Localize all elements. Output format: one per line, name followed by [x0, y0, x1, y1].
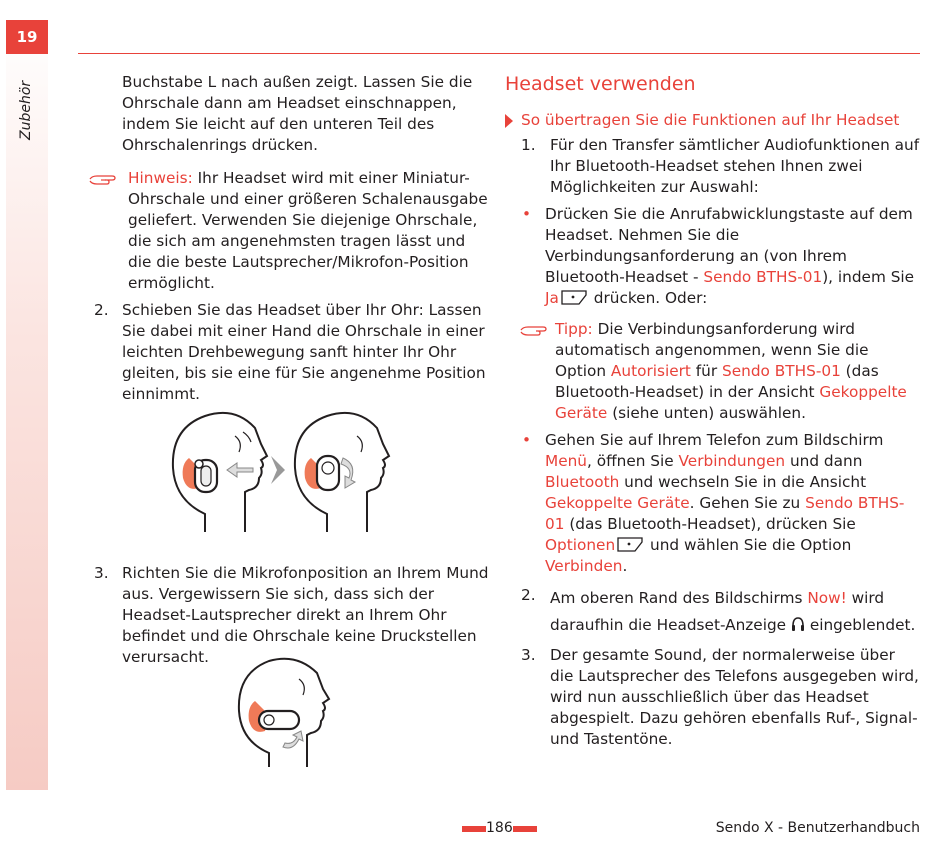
footer-bar-right — [513, 826, 537, 832]
step-3 — [88, 563, 493, 668]
footer-title: Sendo X - Benutzerhandbuch — [715, 820, 920, 836]
step-2-text: Schieben Sie das Headset über Ihr Ohr: Lassen Sie dabei mit einer Hand die Ohrschale in einer leichten Drehbewegung sanft hinter Ihr Ohr gleiten, bis sie eine für Sie angenehme Position einnimmt. — [122, 301, 486, 403]
bullet-dot: • — [522, 431, 532, 449]
left-column — [88, 72, 493, 668]
b1-device: Sendo BTHS-01 — [703, 268, 823, 286]
b1-t1: Drücken Sie die Anrufabwicklungstaste auf dem Headset. Nehmen Sie die Verbindungsanforderung an (von Ihrem Bluetooth-Headset - — [545, 205, 913, 286]
top-rule — [78, 53, 920, 54]
adjust-arrow — [283, 731, 303, 748]
headset-icon — [791, 616, 805, 632]
b1-t3: drücken. Oder: — [588, 289, 708, 307]
b2-t7: und wählen Sie die Option — [645, 536, 852, 554]
arrow-marker-icon — [505, 114, 513, 128]
right-step-3-text: Der gesamte Sound, der normalerweise über die Lautsprecher des Telefons ausgegeben wird, wird nun ausschließlich über das Headset abgespielt. Dazu gehören ebenfalls Ruf-, Signal- und Tastentöne. — [550, 646, 919, 748]
s2-t2: wird daraufhin die Headset-Anzeige — [550, 589, 885, 634]
b2-t2: , öffnen Sie — [587, 452, 679, 470]
step-2-number: 2. — [94, 301, 109, 319]
section-label: Zubehör — [18, 80, 34, 140]
b1-t2: ), indem Sie — [822, 268, 915, 286]
right-column — [505, 72, 920, 750]
note-label: Hinweis: — [128, 169, 193, 187]
tip-block — [505, 319, 920, 424]
b2-menu: Menü — [545, 452, 587, 470]
footer-page-text: 186 — [486, 820, 513, 836]
b2-t5: . Gehen Sie zu — [689, 494, 806, 512]
b2-optionen: Optionen — [545, 536, 616, 554]
subheading — [505, 110, 920, 131]
bullet-1-text — [545, 204, 920, 309]
arrow-right-icon — [271, 456, 285, 484]
step-3-number: 3. — [94, 564, 109, 582]
b1-ja: Ja — [545, 289, 559, 307]
b2-bluetooth: Bluetooth — [545, 473, 620, 491]
hand-pointer-icon — [88, 170, 118, 186]
step-2 — [88, 300, 493, 405]
bullet-2 — [505, 430, 920, 577]
tip-t4: (siehe unten) auswählen. — [607, 404, 806, 422]
right-step-2 — [505, 585, 920, 639]
right-step-1-number: 1. — [521, 136, 536, 154]
headset-right — [317, 456, 339, 490]
step-3-text: Richten Sie die Mikrofonposition an Ihrem Mund aus. Vergewissern Sie sich, dass sich der Headset-Lautsprecher direkt an Ihrem Ohr befindet und die Ohrschale keine Druckstellen verursacht. — [122, 564, 489, 666]
tip-autorisiert: Autorisiert — [610, 362, 691, 380]
slide-arrow — [227, 463, 253, 477]
b2-t6: (das Bluetooth-Headset), drücken Sie — [564, 515, 856, 533]
tip-t2: für — [690, 362, 723, 380]
illustration-mic-position — [235, 655, 345, 770]
right-step-3-number: 3. — [521, 646, 536, 664]
b2-t8: . — [622, 557, 628, 575]
right-step-1 — [505, 135, 920, 198]
right-step-1-text: Für den Transfer sämtlicher Audiofunktionen auf Ihr Bluetooth-Headset stehen Ihnen zwei Möglichkeiten zur Auswahl: — [550, 136, 920, 196]
softkey-icon — [617, 537, 643, 552]
tip-t3: (das Bluetooth-Headset) in der Ansicht — [555, 362, 879, 401]
illustration-headset-fitting — [165, 408, 405, 538]
right-step-3 — [505, 645, 920, 750]
note-block — [88, 168, 493, 294]
hand-pointer-icon — [519, 321, 549, 337]
s2-t3: eingeblendet. — [804, 616, 916, 634]
footer-page-number — [462, 818, 537, 836]
note-paragraph — [128, 168, 493, 294]
subheading-text: So übertragen Sie die Funktionen auf Ihr Headset — [521, 111, 900, 129]
b2-t3: und dann — [785, 452, 863, 470]
softkey-icon — [561, 290, 587, 305]
step1-continuation: Buchstabe L nach außen zeigt. Lassen Sie die Ohrschale dann am Headset einschnappen, indem Sie leicht auf den unteren Teil des Ohrschalenrings drücken. — [122, 73, 473, 154]
headset-left — [195, 460, 217, 492]
headset — [259, 711, 299, 729]
rotate-arrow — [341, 458, 355, 488]
note-text: Ihr Headset wird mit einer Miniatur-Ohrschale und einer größeren Schalenausgabe geliefert. Verwenden Sie diejenige Ohrschale, die sich am angenehmsten tragen lässt und die die beste Lautsprecher/Mikrofon-Position ermöglicht. — [128, 169, 488, 292]
footer-bar-left — [462, 826, 486, 832]
tip-label: Tipp: — [555, 320, 593, 338]
tip-paragraph — [555, 319, 920, 424]
right-step-2-text — [550, 585, 920, 639]
b2-t1: Gehen Sie auf Ihrem Telefon zum Bildschirm — [545, 431, 884, 449]
b2-verbinden: Verbinden — [545, 557, 623, 575]
b2-t4: und wechseln Sie in die Ansicht — [619, 473, 867, 491]
b2-device: Sendo BTHS-01 — [545, 494, 905, 533]
tip-t1: Die Verbindungsanforderung wird automatisch angenommen, wenn Sie die Option — [555, 320, 869, 380]
page-number-tab: 19 — [6, 20, 48, 54]
s2-now: Now! — [807, 589, 847, 607]
s2-t1: Am oberen Rand des Bildschirms — [550, 589, 808, 607]
right-step-2-number: 2. — [521, 586, 536, 604]
b2-verbindungen: Verbindungen — [678, 452, 786, 470]
section-heading: Headset verwenden — [505, 73, 696, 95]
tip-gekoppelte: Gekoppelte Geräte — [555, 383, 907, 422]
bullet-dot: • — [522, 205, 532, 223]
bullet-1 — [505, 204, 920, 309]
tip-device: Sendo BTHS-01 — [722, 362, 841, 380]
bullet-2-text — [545, 430, 920, 577]
b2-gekoppelte: Gekoppelte Geräte — [545, 494, 690, 512]
